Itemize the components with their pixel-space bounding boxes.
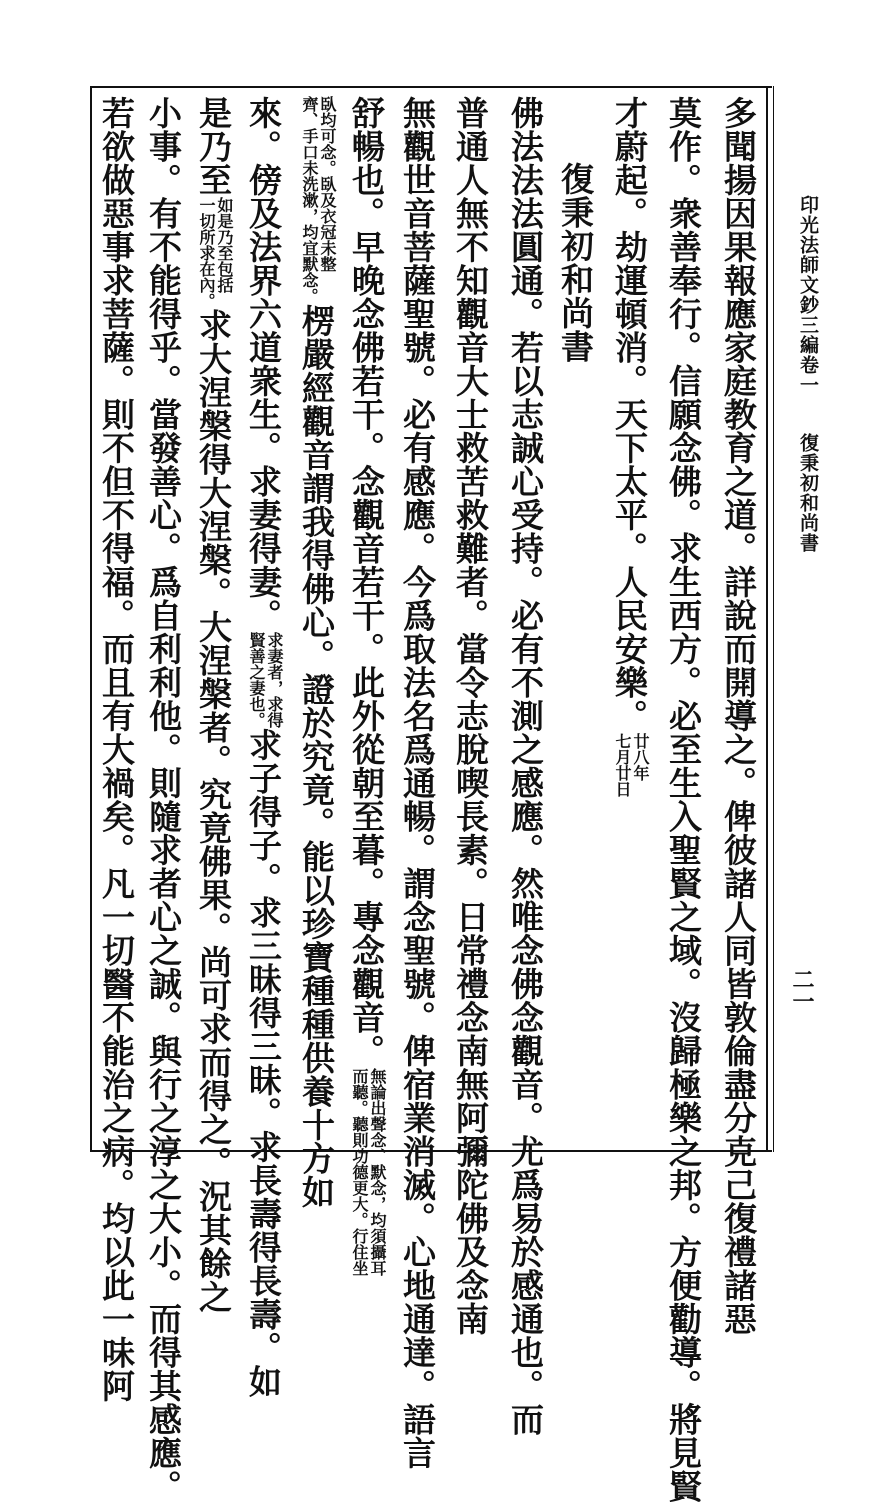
body-text: 普通人無不知觀音大士救苦救難者。當令志脫喫長素。日常禮念南無阿彌陀佛及念南 bbox=[451, 96, 490, 1336]
body-text: 佛法法法圓通。若以志誠心受持。必有不測之感應。然唯念佛念觀音。尤爲易於感通也。而 bbox=[506, 96, 545, 1436]
body-text: 多聞揚因果報應家庭教育之道。詳說而開導之。俾彼諸人同皆敦倫盡分克己復禮諸惡 bbox=[719, 96, 758, 1336]
body-text: 舒暢也。早晚念佛若干。念觀音若干。此外從朝至暮。專念觀音。 bbox=[347, 96, 386, 1068]
body-text: 求大涅槃得大涅槃。大涅槃者。究竟佛果。尚可求而得之。況其餘之 bbox=[194, 308, 233, 1314]
body-text: 小事。有不能得乎。當發善心。爲自利利他。則隨求者心之誠。與行之淳之大小。而得其感應。 bbox=[144, 96, 183, 1503]
frame-top-rule bbox=[90, 86, 772, 88]
text-column bbox=[296, 96, 337, 1209]
text-column bbox=[450, 96, 490, 1336]
body-text: 若欲做惡事求菩薩。則不但不得福。而且有大禍矣。凡一切醫不能治之病。均以此一味阿 bbox=[97, 96, 136, 1403]
text-column bbox=[96, 96, 136, 1403]
letter-title: 復秉初和尚書 bbox=[556, 162, 595, 363]
text-column bbox=[397, 96, 437, 1470]
note-line: 賢善之妻也。 bbox=[247, 632, 266, 728]
body-text: 是乃至 bbox=[194, 96, 233, 197]
text-column bbox=[193, 96, 234, 1314]
note-line: 齊、手口未洗漱，均宜默念。 bbox=[300, 96, 319, 304]
note-line: 七月廿日 bbox=[613, 732, 632, 797]
note-line: 無論出聲念、默念，均須攝耳 bbox=[368, 1067, 387, 1276]
page-number: 二一 bbox=[789, 968, 815, 1012]
body-text: 求子得子。求三昧得三昧。求長壽得長壽。如 bbox=[244, 728, 283, 1398]
text-column bbox=[663, 96, 703, 1503]
frame-left-rule bbox=[90, 86, 92, 1152]
frame-outer-right-rule bbox=[773, 86, 774, 1152]
interlinear-note bbox=[300, 96, 336, 304]
text-column bbox=[505, 96, 545, 1436]
body-text: 無觀世音菩薩聖號。必有感應。今爲取法名爲通暢。謂念聖號。俾宿業消滅。心地通達。語言 bbox=[398, 96, 437, 1470]
body-text: 莫作。衆善奉行。信願念佛。求生西方。必至生入聖賢之域。沒歸極樂之邦。方便勸導。將見賢 bbox=[664, 96, 703, 1503]
text-column bbox=[243, 96, 284, 1398]
running-header bbox=[777, 195, 817, 553]
text-column bbox=[346, 96, 387, 1276]
interlinear-note bbox=[613, 733, 649, 797]
interlinear-note bbox=[247, 632, 283, 728]
note-line: 廿八年 bbox=[631, 732, 650, 781]
text-column bbox=[609, 96, 649, 1146]
book-title: 印光法師文鈔三編卷一 bbox=[797, 195, 819, 395]
interlinear-note bbox=[350, 1068, 386, 1276]
body-text: 楞嚴經觀音謂我得佛心。證於究竟。能以珍寶種種供養十方如 bbox=[297, 304, 336, 1209]
text-column bbox=[143, 96, 183, 1503]
interlinear-note bbox=[197, 197, 233, 309]
frame-inner-right-rule bbox=[766, 86, 768, 1152]
section-title-header: 復秉初和尚書 bbox=[797, 433, 819, 553]
note-line: 如是乃至包括 bbox=[215, 196, 234, 293]
body-text: 來。傍及法界六道衆生。求妻得妻。 bbox=[244, 96, 283, 632]
text-column bbox=[555, 96, 595, 1146]
note-line: 臥均可念。臥及衣冠未整 bbox=[318, 96, 337, 272]
note-line: 一切所求在內。 bbox=[197, 196, 216, 309]
note-line: 而聽。聽則功德更大。行住坐 bbox=[350, 1067, 369, 1276]
body-text: 才蔚起。劫運頓消。天下太平。人民安樂。 bbox=[610, 96, 649, 733]
text-column bbox=[718, 96, 758, 1336]
note-line: 求妻者，求得 bbox=[265, 632, 284, 728]
